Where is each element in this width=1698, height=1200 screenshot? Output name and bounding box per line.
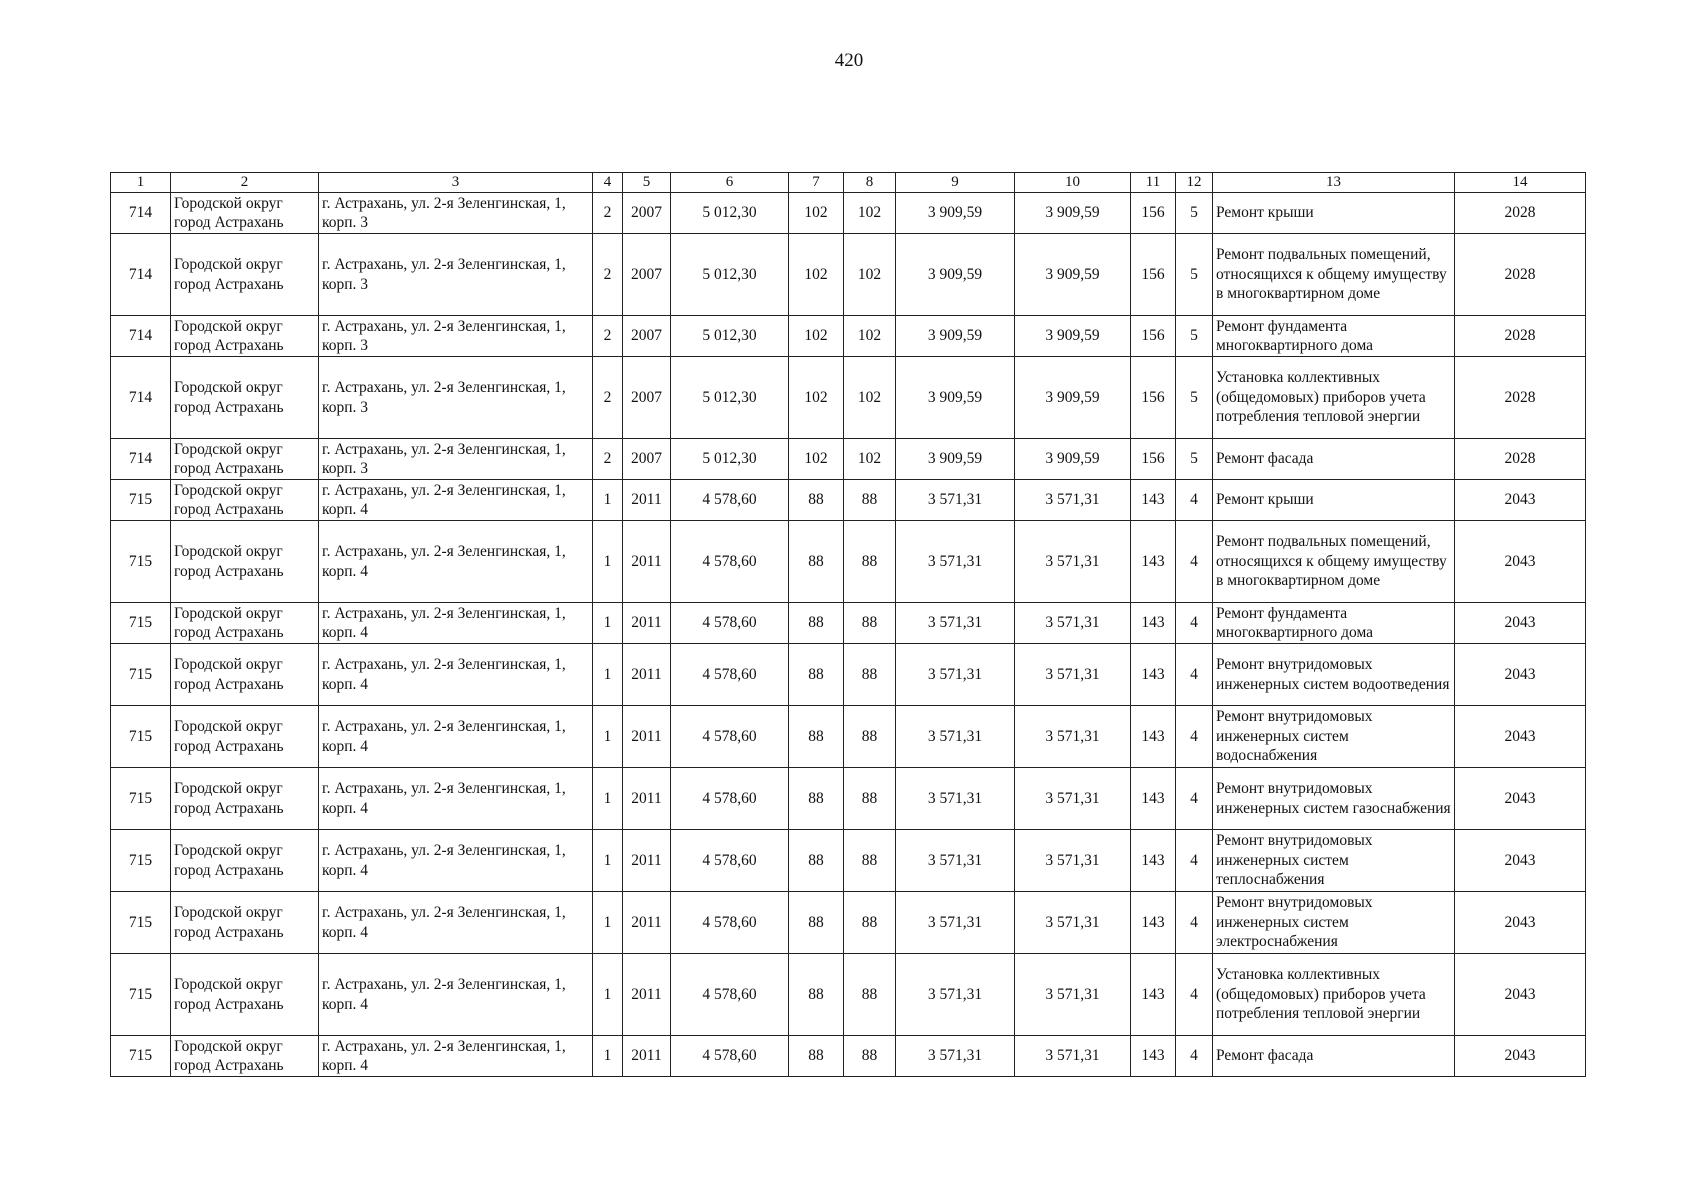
total-area: 5 012,30 [671, 316, 789, 357]
cell-12: 4 [1176, 1036, 1213, 1077]
planned-year: 2028 [1455, 234, 1586, 316]
municipality: Городской округ город Астрахань [171, 830, 319, 892]
work-type: Установка коллективных (общедомовых) приборов учета потребления тепловой энергии [1213, 954, 1455, 1036]
row-number: 715 [111, 603, 171, 644]
row-number: 715 [111, 892, 171, 954]
cell-12: 4 [1176, 603, 1213, 644]
row-number: 715 [111, 706, 171, 768]
cell-10: 3 571,31 [1015, 954, 1131, 1036]
table-row [111, 644, 1586, 706]
planned-year: 2043 [1455, 768, 1586, 830]
column-header: 9 [896, 173, 1015, 193]
row-number: 714 [111, 357, 171, 439]
cell-12: 4 [1176, 768, 1213, 830]
column-header: 3 [319, 173, 593, 193]
cell-4: 2 [593, 439, 623, 480]
cell-11: 143 [1131, 480, 1176, 521]
column-header: 6 [671, 173, 789, 193]
municipality: Городской округ город Астрахань [171, 480, 319, 521]
cell-9: 3 571,31 [896, 644, 1015, 706]
table-row [111, 439, 1586, 480]
work-type: Ремонт подвальных помещений, относящихся к общему имуществу в многоквартирном доме [1213, 521, 1455, 603]
build-year: 2011 [623, 830, 671, 892]
address: г. Астрахань, ул. 2-я Зеленгинская, 1, корп. 4 [319, 768, 593, 830]
planned-year: 2028 [1455, 316, 1586, 357]
work-type: Ремонт фасада [1213, 1036, 1455, 1077]
cell-11: 143 [1131, 830, 1176, 892]
cell-4: 1 [593, 644, 623, 706]
column-header: 5 [623, 173, 671, 193]
cell-8: 88 [844, 768, 896, 830]
cell-12: 4 [1176, 521, 1213, 603]
cell-7: 102 [789, 234, 844, 316]
cell-10: 3 571,31 [1015, 603, 1131, 644]
cell-8: 88 [844, 1036, 896, 1077]
cell-4: 1 [593, 1036, 623, 1077]
cell-8: 88 [844, 954, 896, 1036]
table-row [111, 892, 1586, 954]
cell-4: 1 [593, 768, 623, 830]
work-type: Установка коллективных (общедомовых) приборов учета потребления тепловой энергии [1213, 357, 1455, 439]
work-type: Ремонт фасада [1213, 439, 1455, 480]
cell-9: 3 909,59 [896, 316, 1015, 357]
municipality: Городской округ город Астрахань [171, 439, 319, 480]
row-number: 714 [111, 439, 171, 480]
cell-10: 3 571,31 [1015, 521, 1131, 603]
municipality: Городской округ город Астрахань [171, 357, 319, 439]
cell-11: 156 [1131, 316, 1176, 357]
planned-year: 2028 [1455, 439, 1586, 480]
cell-8: 88 [844, 603, 896, 644]
total-area: 4 578,60 [671, 603, 789, 644]
total-area: 4 578,60 [671, 521, 789, 603]
cell-9: 3 571,31 [896, 892, 1015, 954]
address: г. Астрахань, ул. 2-я Зеленгинская, 1, корп. 4 [319, 644, 593, 706]
row-number: 714 [111, 193, 171, 234]
table-row [111, 768, 1586, 830]
cell-4: 1 [593, 892, 623, 954]
column-header: 14 [1455, 173, 1586, 193]
address: г. Астрахань, ул. 2-я Зеленгинская, 1, корп. 4 [319, 892, 593, 954]
planned-year: 2028 [1455, 193, 1586, 234]
municipality: Городской округ город Астрахань [171, 316, 319, 357]
address: г. Астрахань, ул. 2-я Зеленгинская, 1, корп. 4 [319, 706, 593, 768]
address: г. Астрахань, ул. 2-я Зеленгинская, 1, корп. 4 [319, 603, 593, 644]
column-header: 8 [844, 173, 896, 193]
cell-7: 88 [789, 768, 844, 830]
table-row [111, 1036, 1586, 1077]
cell-4: 2 [593, 234, 623, 316]
table-row [111, 234, 1586, 316]
column-header: 4 [593, 173, 623, 193]
municipality: Городской округ город Астрахань [171, 706, 319, 768]
cell-11: 143 [1131, 768, 1176, 830]
work-type: Ремонт внутридомовых инженерных систем водоснабжения [1213, 706, 1455, 768]
cell-11: 143 [1131, 954, 1176, 1036]
cell-7: 88 [789, 644, 844, 706]
cell-10: 3 571,31 [1015, 892, 1131, 954]
row-number: 715 [111, 768, 171, 830]
build-year: 2011 [623, 521, 671, 603]
cell-12: 4 [1176, 892, 1213, 954]
row-number: 715 [111, 954, 171, 1036]
cell-7: 88 [789, 892, 844, 954]
repair-registry-table [110, 172, 1586, 1077]
cell-4: 1 [593, 830, 623, 892]
work-type: Ремонт внутридомовых инженерных систем водоотведения [1213, 644, 1455, 706]
cell-9: 3 571,31 [896, 830, 1015, 892]
row-number: 715 [111, 830, 171, 892]
cell-9: 3 571,31 [896, 768, 1015, 830]
cell-10: 3 571,31 [1015, 768, 1131, 830]
cell-8: 88 [844, 706, 896, 768]
address: г. Астрахань, ул. 2-я Зеленгинская, 1, корп. 4 [319, 1036, 593, 1077]
cell-11: 143 [1131, 521, 1176, 603]
cell-4: 2 [593, 316, 623, 357]
address: г. Астрахань, ул. 2-я Зеленгинская, 1, корп. 3 [319, 357, 593, 439]
column-header: 7 [789, 173, 844, 193]
cell-11: 143 [1131, 706, 1176, 768]
total-area: 4 578,60 [671, 1036, 789, 1077]
table-row [111, 706, 1586, 768]
cell-4: 2 [593, 193, 623, 234]
build-year: 2011 [623, 603, 671, 644]
address: г. Астрахань, ул. 2-я Зеленгинская, 1, корп. 4 [319, 480, 593, 521]
cell-7: 102 [789, 439, 844, 480]
cell-8: 102 [844, 439, 896, 480]
municipality: Городской округ город Астрахань [171, 1036, 319, 1077]
page-number: 420 [834, 50, 864, 71]
planned-year: 2043 [1455, 706, 1586, 768]
address: г. Астрахань, ул. 2-я Зеленгинская, 1, корп. 3 [319, 193, 593, 234]
cell-7: 88 [789, 954, 844, 1036]
cell-8: 102 [844, 234, 896, 316]
cell-8: 88 [844, 830, 896, 892]
table-row [111, 480, 1586, 521]
build-year: 2007 [623, 439, 671, 480]
planned-year: 2028 [1455, 357, 1586, 439]
work-type: Ремонт фундамента многоквартирного дома [1213, 603, 1455, 644]
column-header: 2 [171, 173, 319, 193]
work-type: Ремонт фундамента многоквартирного дома [1213, 316, 1455, 357]
table-row [111, 830, 1586, 892]
cell-8: 102 [844, 193, 896, 234]
row-number: 715 [111, 644, 171, 706]
build-year: 2007 [623, 234, 671, 316]
planned-year: 2043 [1455, 830, 1586, 892]
total-area: 4 578,60 [671, 644, 789, 706]
municipality: Городской округ город Астрахань [171, 892, 319, 954]
planned-year: 2043 [1455, 644, 1586, 706]
municipality: Городской округ город Астрахань [171, 521, 319, 603]
cell-4: 1 [593, 954, 623, 1036]
cell-4: 2 [593, 357, 623, 439]
cell-12: 5 [1176, 234, 1213, 316]
table-row [111, 193, 1586, 234]
planned-year: 2043 [1455, 892, 1586, 954]
address: г. Астрахань, ул. 2-я Зеленгинская, 1, корп. 4 [319, 954, 593, 1036]
cell-8: 88 [844, 480, 896, 521]
total-area: 4 578,60 [671, 954, 789, 1036]
column-header: 12 [1176, 173, 1213, 193]
work-type: Ремонт подвальных помещений, относящихся к общему имуществу в многоквартирном доме [1213, 234, 1455, 316]
cell-11: 156 [1131, 439, 1176, 480]
column-number-header-row [111, 173, 1586, 193]
municipality: Городской округ город Астрахань [171, 768, 319, 830]
row-number: 715 [111, 480, 171, 521]
cell-7: 102 [789, 357, 844, 439]
build-year: 2011 [623, 706, 671, 768]
cell-7: 102 [789, 316, 844, 357]
municipality: Городской округ город Астрахань [171, 603, 319, 644]
planned-year: 2043 [1455, 521, 1586, 603]
cell-11: 156 [1131, 357, 1176, 439]
table-row [111, 316, 1586, 357]
cell-7: 88 [789, 830, 844, 892]
address: г. Астрахань, ул. 2-я Зеленгинская, 1, корп. 3 [319, 316, 593, 357]
cell-10: 3 571,31 [1015, 480, 1131, 521]
cell-10: 3 571,31 [1015, 644, 1131, 706]
cell-8: 88 [844, 521, 896, 603]
build-year: 2011 [623, 954, 671, 1036]
cell-10: 3 909,59 [1015, 316, 1131, 357]
cell-9: 3 571,31 [896, 954, 1015, 1036]
cell-10: 3 571,31 [1015, 1036, 1131, 1077]
row-number: 715 [111, 521, 171, 603]
address: г. Астрахань, ул. 2-я Зеленгинская, 1, корп. 3 [319, 234, 593, 316]
cell-9: 3 909,59 [896, 234, 1015, 316]
cell-4: 1 [593, 706, 623, 768]
column-header: 11 [1131, 173, 1176, 193]
build-year: 2011 [623, 768, 671, 830]
work-type: Ремонт крыши [1213, 193, 1455, 234]
cell-9: 3 571,31 [896, 1036, 1015, 1077]
cell-12: 5 [1176, 193, 1213, 234]
cell-7: 88 [789, 521, 844, 603]
column-header: 1 [111, 173, 171, 193]
cell-8: 88 [844, 644, 896, 706]
build-year: 2011 [623, 1036, 671, 1077]
cell-10: 3 909,59 [1015, 357, 1131, 439]
cell-12: 4 [1176, 480, 1213, 521]
total-area: 4 578,60 [671, 830, 789, 892]
municipality: Городской округ город Астрахань [171, 644, 319, 706]
total-area: 5 012,30 [671, 357, 789, 439]
cell-10: 3 909,59 [1015, 439, 1131, 480]
cell-12: 4 [1176, 706, 1213, 768]
total-area: 4 578,60 [671, 480, 789, 521]
address: г. Астрахань, ул. 2-я Зеленгинская, 1, корп. 4 [319, 521, 593, 603]
total-area: 4 578,60 [671, 706, 789, 768]
cell-9: 3 571,31 [896, 603, 1015, 644]
cell-11: 156 [1131, 234, 1176, 316]
cell-12: 5 [1176, 357, 1213, 439]
cell-7: 88 [789, 706, 844, 768]
planned-year: 2043 [1455, 480, 1586, 521]
cell-12: 4 [1176, 644, 1213, 706]
cell-4: 1 [593, 603, 623, 644]
cell-11: 143 [1131, 892, 1176, 954]
cell-12: 5 [1176, 439, 1213, 480]
row-number: 714 [111, 234, 171, 316]
municipality: Городской округ город Астрахань [171, 954, 319, 1036]
total-area: 5 012,30 [671, 193, 789, 234]
cell-9: 3 571,31 [896, 706, 1015, 768]
cell-11: 143 [1131, 644, 1176, 706]
cell-9: 3 909,59 [896, 193, 1015, 234]
planned-year: 2043 [1455, 954, 1586, 1036]
total-area: 4 578,60 [671, 892, 789, 954]
table-row [111, 954, 1586, 1036]
cell-7: 102 [789, 193, 844, 234]
table-row [111, 357, 1586, 439]
cell-12: 5 [1176, 316, 1213, 357]
total-area: 4 578,60 [671, 768, 789, 830]
cell-7: 88 [789, 480, 844, 521]
cell-9: 3 909,59 [896, 357, 1015, 439]
table-row [111, 603, 1586, 644]
total-area: 5 012,30 [671, 234, 789, 316]
row-number: 714 [111, 316, 171, 357]
build-year: 2011 [623, 480, 671, 521]
cell-10: 3 909,59 [1015, 193, 1131, 234]
cell-4: 1 [593, 480, 623, 521]
cell-12: 4 [1176, 830, 1213, 892]
municipality: Городской округ город Астрахань [171, 193, 319, 234]
row-number: 715 [111, 1036, 171, 1077]
build-year: 2007 [623, 193, 671, 234]
cell-7: 88 [789, 1036, 844, 1077]
work-type: Ремонт внутридомовых инженерных систем газоснабжения [1213, 768, 1455, 830]
cell-8: 88 [844, 892, 896, 954]
cell-11: 156 [1131, 193, 1176, 234]
cell-12: 4 [1176, 954, 1213, 1036]
total-area: 5 012,30 [671, 439, 789, 480]
build-year: 2011 [623, 892, 671, 954]
cell-9: 3 571,31 [896, 480, 1015, 521]
cell-9: 3 571,31 [896, 521, 1015, 603]
work-type: Ремонт крыши [1213, 480, 1455, 521]
cell-8: 102 [844, 357, 896, 439]
municipality: Городской округ город Астрахань [171, 234, 319, 316]
work-type: Ремонт внутридомовых инженерных систем теплоснабжения [1213, 830, 1455, 892]
build-year: 2011 [623, 644, 671, 706]
cell-11: 143 [1131, 603, 1176, 644]
planned-year: 2043 [1455, 603, 1586, 644]
cell-7: 88 [789, 603, 844, 644]
work-type: Ремонт внутридомовых инженерных систем электроснабжения [1213, 892, 1455, 954]
cell-10: 3 571,31 [1015, 830, 1131, 892]
address: г. Астрахань, ул. 2-я Зеленгинская, 1, корп. 4 [319, 830, 593, 892]
column-header: 13 [1213, 173, 1455, 193]
cell-10: 3 909,59 [1015, 234, 1131, 316]
cell-8: 102 [844, 316, 896, 357]
cell-11: 143 [1131, 1036, 1176, 1077]
planned-year: 2043 [1455, 1036, 1586, 1077]
build-year: 2007 [623, 357, 671, 439]
column-header: 10 [1015, 173, 1131, 193]
cell-9: 3 909,59 [896, 439, 1015, 480]
address: г. Астрахань, ул. 2-я Зеленгинская, 1, корп. 3 [319, 439, 593, 480]
cell-4: 1 [593, 521, 623, 603]
cell-10: 3 571,31 [1015, 706, 1131, 768]
build-year: 2007 [623, 316, 671, 357]
table-row [111, 521, 1586, 603]
